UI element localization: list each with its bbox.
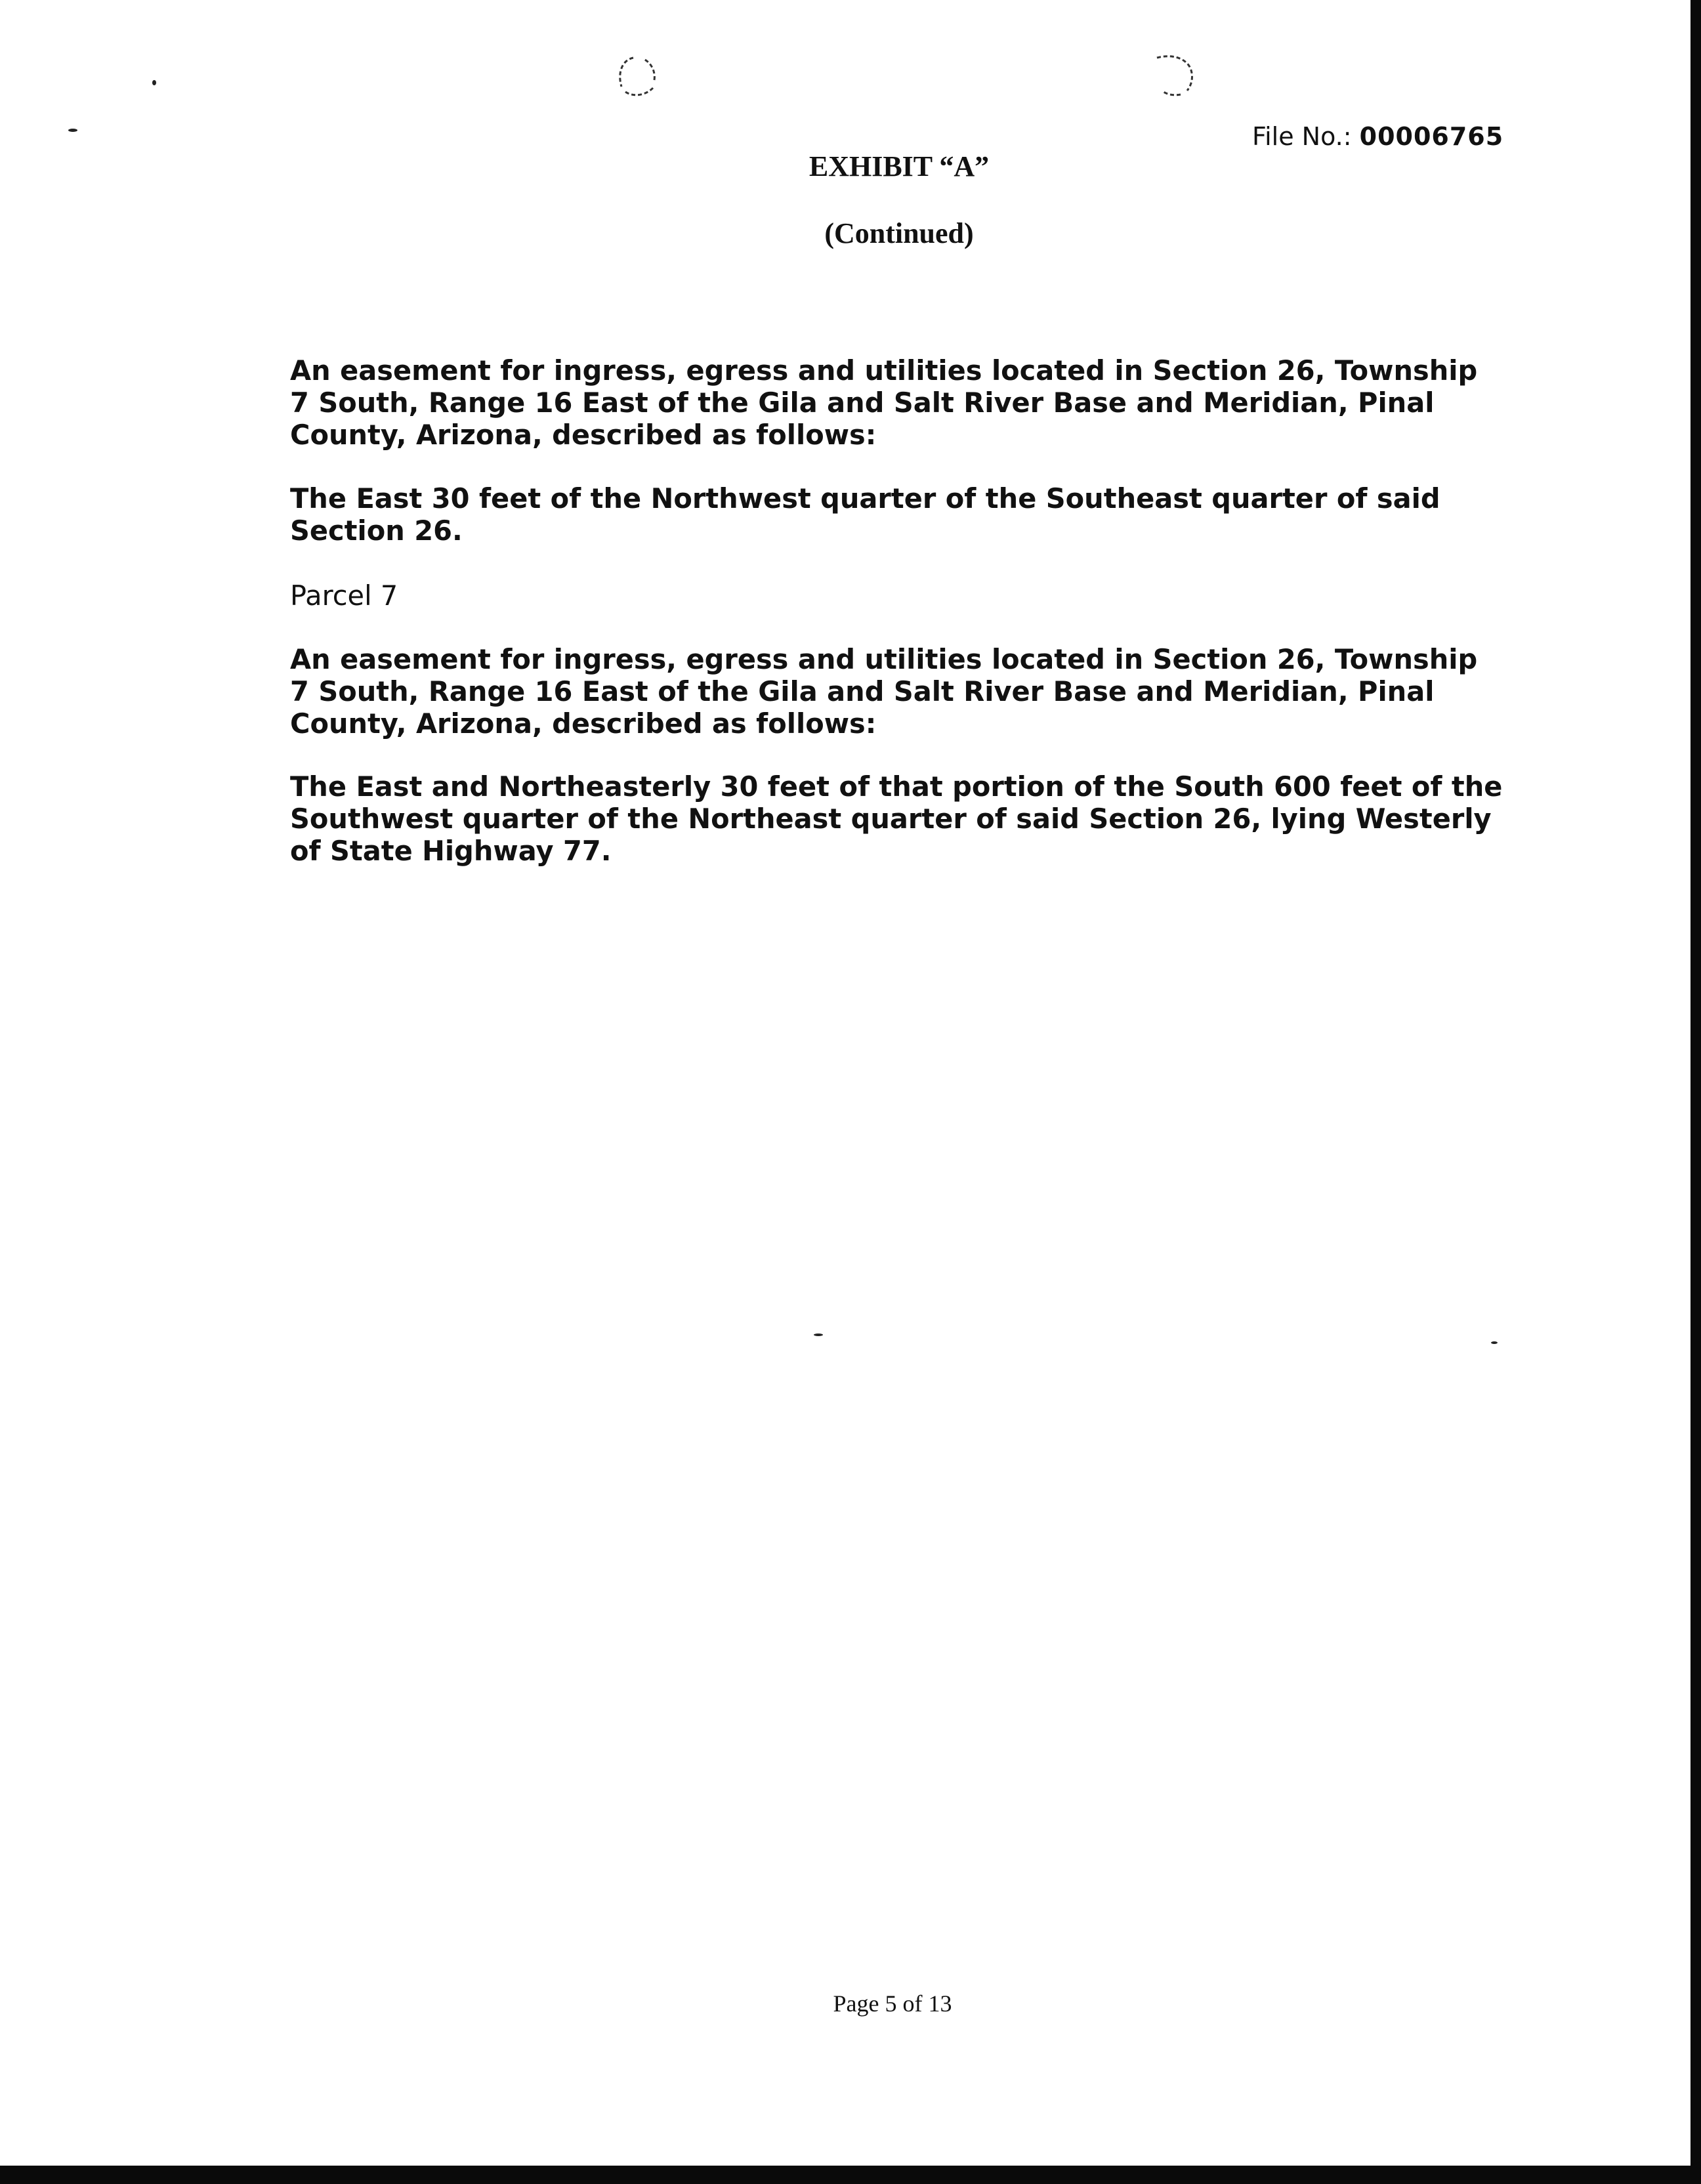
file-number-label: File No.: — [1252, 122, 1352, 151]
page-number: Page 5 of 13 — [833, 1990, 952, 2017]
easement-description-paragraph: An easement for ingress, egress and utilities located in Section 26, Township 7 South, Range 16 East of the Gila and Salt River Base and Meridian, Pinal County, Arizona, described as follows: — [290, 643, 1478, 740]
scan-speck — [1491, 1341, 1498, 1344]
scan-speck — [68, 129, 77, 132]
exhibit-subtitle: (Continued) — [824, 217, 974, 249]
scan-border-bottom — [0, 2166, 1701, 2184]
scan-border-right — [1690, 0, 1701, 2184]
easement-legal-paragraph: The East and Northeasterly 30 feet of that portion of the South 600 feet of the Southwest quarter of the Northeast quarter of said Section 26, lying Westerly of State Highway 77. — [290, 770, 1503, 867]
easement-description-paragraph: An easement for ingress, egress and utilities located in Section 26, Township 7 South, Range 16 East of the Gila and Salt River Base and Meridian, Pinal County, Arizona, described as follows: — [290, 354, 1478, 451]
scan-speck — [152, 80, 156, 85]
exhibit-title: EXHIBIT “A” — [808, 150, 990, 182]
punch-hole-left-icon — [614, 54, 660, 100]
file-number — [1252, 122, 1503, 151]
easement-legal-paragraph: The East 30 feet of the Northwest quarter of the Southeast quarter of said Section 26. — [290, 482, 1440, 547]
punch-hole-right-icon — [1152, 52, 1198, 98]
scan-speck — [814, 1334, 823, 1336]
file-number-value: 00006765 — [1359, 122, 1504, 151]
parcel-heading: Parcel 7 — [290, 579, 398, 612]
